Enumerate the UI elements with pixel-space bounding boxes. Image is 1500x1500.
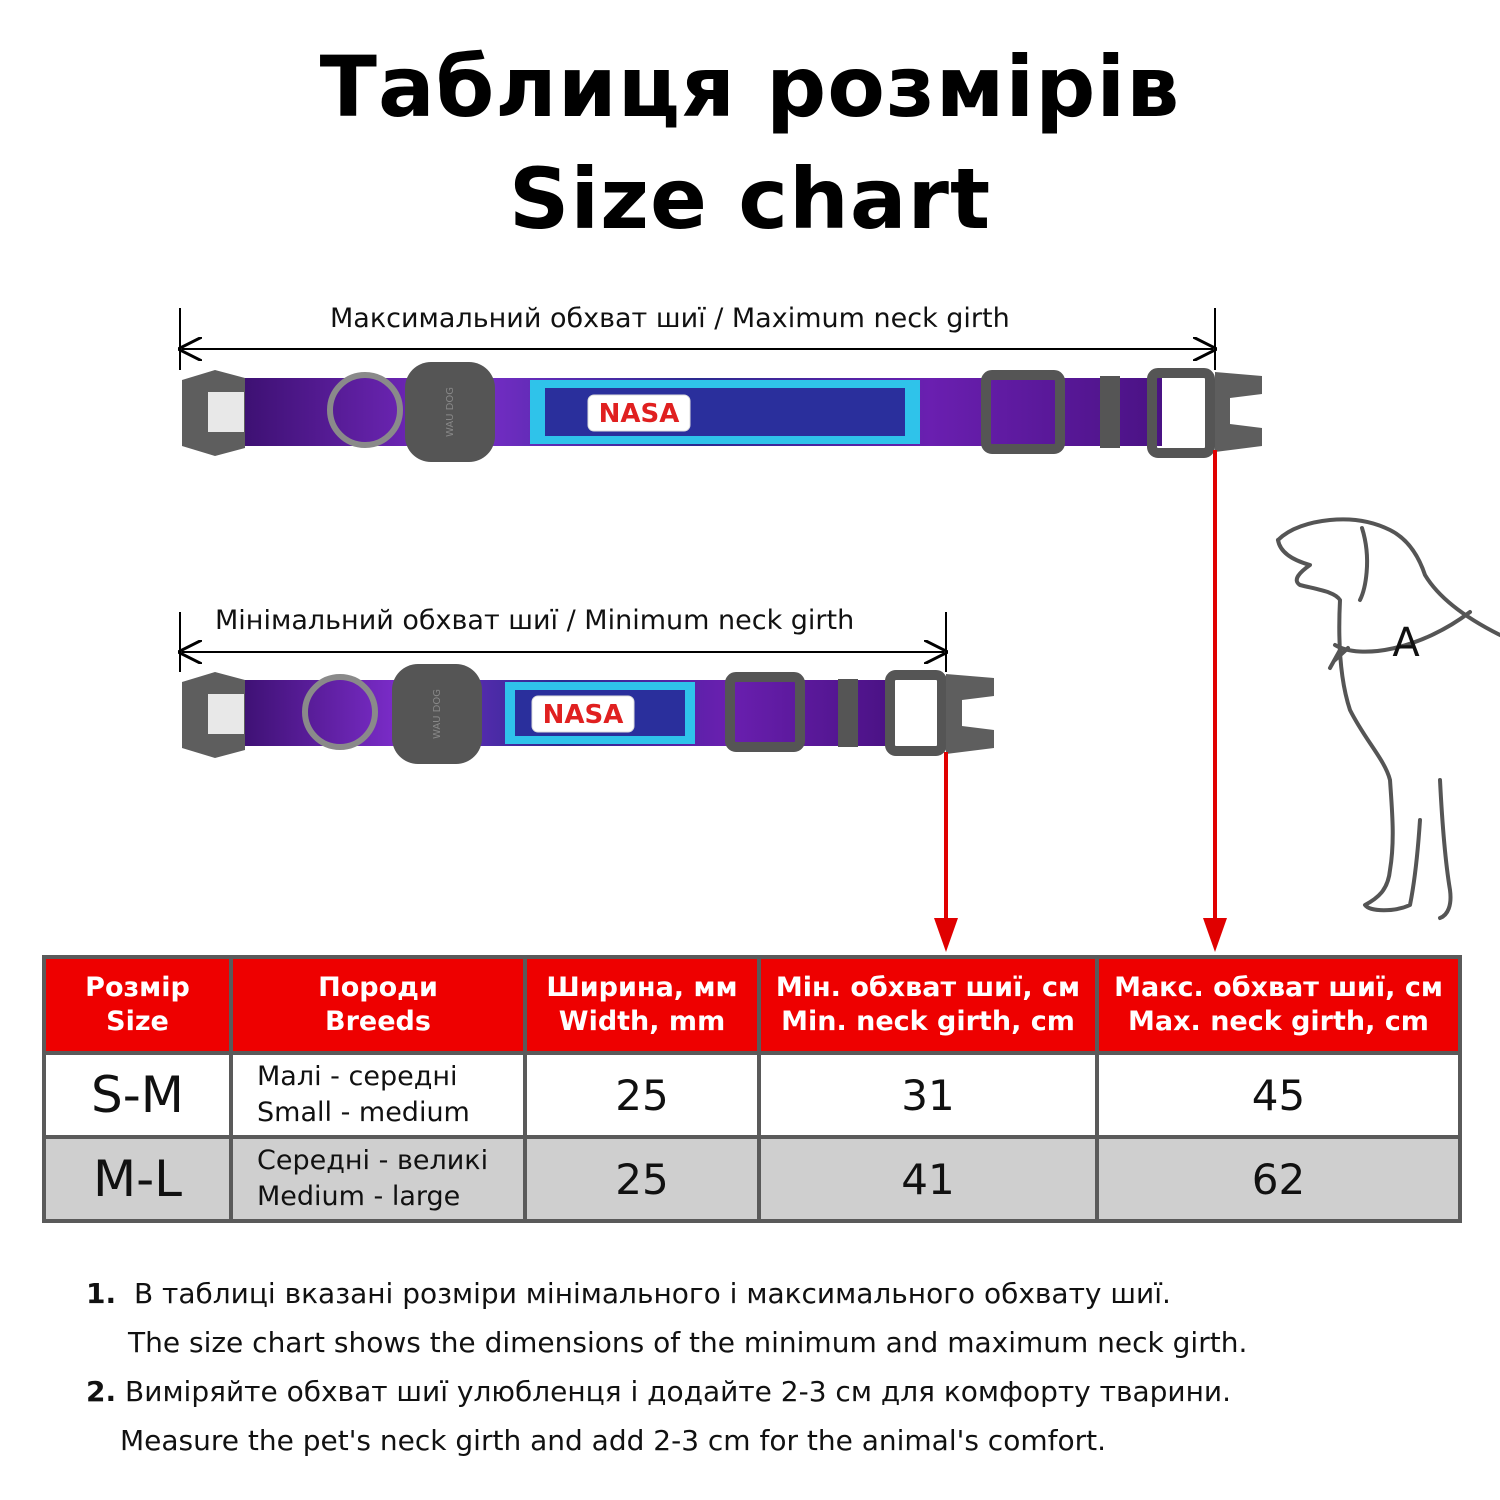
svg-text:WAU DOG: WAU DOG xyxy=(432,689,443,739)
breed-cell: Середні - великі Medium - large xyxy=(231,1137,525,1221)
min-girth-cell: 31 xyxy=(759,1053,1097,1137)
svg-text:NASA: NASA xyxy=(542,700,624,730)
note-1-en: The size chart shows the dimensions of the minimum and maximum neck girth. xyxy=(128,1326,1248,1359)
width-cell: 25 xyxy=(525,1053,759,1137)
page-title-en: Size chart xyxy=(508,150,992,248)
note-2-uk-text: Виміряйте обхват шиї улюбленця і додайте 2-3 см для комфорту тварини. xyxy=(125,1375,1231,1408)
note-1-number: 1. xyxy=(86,1277,117,1310)
collar-min xyxy=(182,664,994,764)
dog-marker-a: A xyxy=(1392,620,1420,666)
note-2-en: Measure the pet's neck girth and add 2-3 cm for the animal's comfort. xyxy=(120,1424,1106,1457)
breed-cell: Малі - середні Small - medium xyxy=(231,1053,525,1137)
note-1-uk xyxy=(86,1277,1171,1310)
max-girth-cell: 62 xyxy=(1097,1137,1460,1221)
max-red-arrow xyxy=(1203,450,1227,952)
max-girth-cell: 45 xyxy=(1097,1053,1460,1137)
collar-max xyxy=(182,362,1262,462)
header-breeds: Породи Breeds xyxy=(231,957,525,1053)
header-width: Ширина, мм Width, mm xyxy=(525,957,759,1053)
max-neck-girth-label: Максимальний обхват шиї / Maximum neck girth xyxy=(330,303,1010,334)
min-neck-girth-label: Мінімальний обхват шиї / Minimum neck girth xyxy=(215,605,855,636)
size-cell: S-M xyxy=(44,1053,231,1137)
header-min-girth: Мін. обхват шиї, см Min. neck girth, cm xyxy=(759,957,1097,1053)
table-header-row xyxy=(44,957,1460,1053)
size-cell: M-L xyxy=(44,1137,231,1221)
svg-text:WAU DOG: WAU DOG xyxy=(445,387,456,437)
note-2-number: 2. xyxy=(86,1375,117,1408)
size-table xyxy=(42,955,1462,1223)
header-max-girth: Макс. обхват шиї, см Max. neck girth, cm xyxy=(1097,957,1460,1053)
note-1-uk-text: В таблиці вказані розміри мінімального і максимального обхвату шиї. xyxy=(133,1277,1171,1310)
note-2-uk xyxy=(86,1375,1231,1408)
dog-outline-icon xyxy=(1278,519,1500,918)
table-row xyxy=(44,1137,1460,1221)
min-red-arrow xyxy=(934,752,958,952)
svg-text:NASA: NASA xyxy=(598,399,680,429)
header-size: Розмір Size xyxy=(44,957,231,1053)
min-girth-cell: 41 xyxy=(759,1137,1097,1221)
page-title-uk: Таблиця розмірів xyxy=(319,38,1181,136)
table-row xyxy=(44,1053,1460,1137)
width-cell: 25 xyxy=(525,1137,759,1221)
